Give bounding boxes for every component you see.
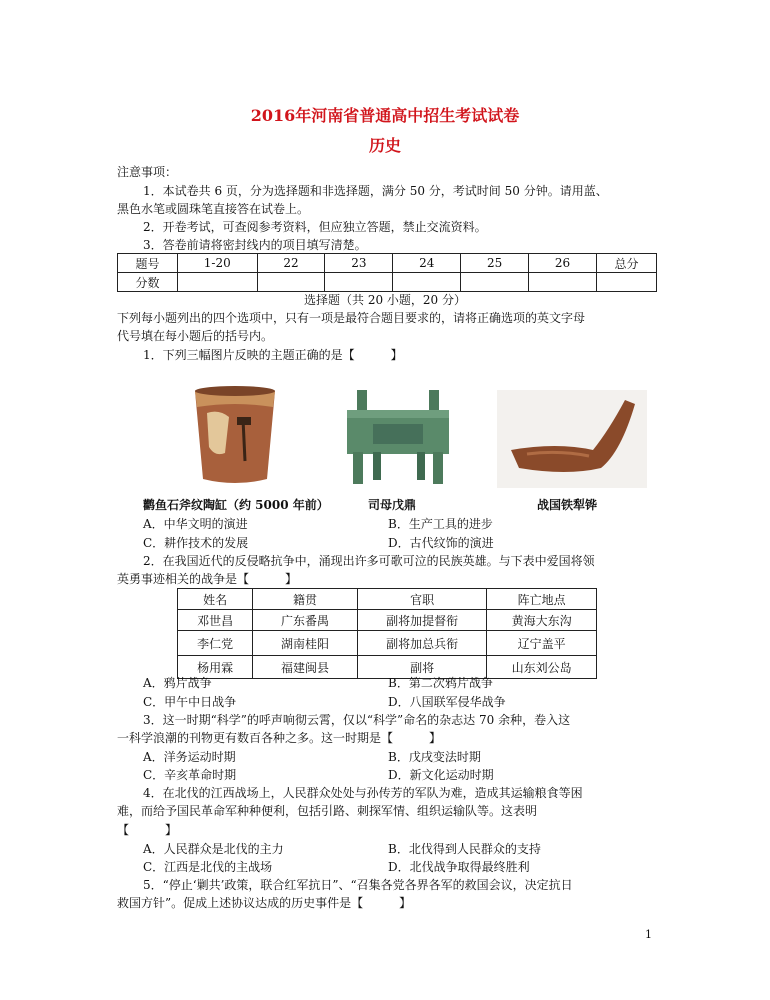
answer-option[interactable]: C．耕作技术的发展 [143,536,249,550]
answer-option[interactable]: B．北伐得到人民群众的支持 [388,842,541,856]
heroes-table-cell: 副将加提督衔 [357,610,486,631]
subject-title: 历史 [368,136,401,155]
question-3-stem: 一科学浪潮的刊物更有数百各种之多。这一时期是【 】 [117,731,442,745]
question-5-stem: 5．“停止‘剿共’政策，联合红军抗日”、“召集各党各界各军的救国会议，决定抗日 [143,878,573,892]
section-instruction: 代号填在每小题后的括号内。 [117,329,274,343]
heroes-table-header: 姓名 [178,589,253,610]
image-caption: 司母戊鼎 [368,498,417,512]
score-table-cell: 26 [529,254,597,273]
iron-plowshare-image [497,390,647,488]
score-table-cell: 1-20 [177,254,257,273]
heroes-table-cell: 副将 [357,656,486,679]
question-5-stem: 救国方针”。促成上述协议达成的历史事件是【 】 [117,896,412,910]
question-4-stem: 难，而给予国民革命军种种便利，包括引路、刺探军情、组织运输队等。这表明 [117,804,538,818]
page-number: 1 [645,928,652,941]
answer-option[interactable]: D．八国联军侵华战争 [388,695,506,709]
question-4-stem: 【 】 [117,823,178,837]
section-instruction: 下列每小题列出的四个选项中，只有一项是最符合题目要求的，请将正确选项的英文字母 [117,311,586,325]
section-heading: 选择题（共 20 小题，20 分） [304,293,466,307]
question-3-stem: 3．这一时期“科学”的呼声响彻云霄，仅以“科学”命名的杂志达 70 余种，卷入这 [143,713,571,727]
answer-option[interactable]: A．洋务运动时期 [143,750,236,764]
heroes-table-cell: 杨用霖 [178,656,253,679]
heroes-table-cell: 辽宁盖平 [487,631,597,656]
answer-option[interactable]: C．辛亥革命时期 [143,768,237,782]
question-2-stem: 2．在我国近代的反侵略抗争中，涌现出许多可歌可泣的民族英雄。与下表中爱国将领 [143,554,595,568]
question-2-stem: 英勇事迹相关的战争是【 】 [117,572,298,586]
answer-option[interactable]: B．第二次鸦片战争 [388,676,493,690]
answer-option[interactable]: A．中华文明的演进 [143,517,248,531]
heroes-table-header: 阵亡地点 [487,589,597,610]
answer-option[interactable]: D．古代纹饰的演进 [388,536,494,550]
score-input-cell[interactable] [529,273,597,292]
heroes-table [177,588,597,679]
score-input-cell[interactable] [393,273,461,292]
score-table-cell: 24 [393,254,461,273]
score-input-cell[interactable] [596,273,656,292]
answer-option[interactable]: C．甲午中日战争 [143,695,237,709]
score-input-cell[interactable] [325,273,393,292]
score-table-cell: 25 [461,254,529,273]
answer-option[interactable]: D．新文化运动时期 [388,768,494,782]
heroes-table-header: 官职 [357,589,486,610]
image-caption: 战国铁犁铧 [537,498,598,512]
score-input-cell[interactable] [257,273,325,292]
score-input-cell[interactable] [177,273,257,292]
heroes-table-cell: 黄海大东沟 [487,610,597,631]
score-table-cell: 题号 [118,254,178,273]
note-item: 黑色水笔或圆珠笔直接答在试卷上。 [117,202,310,216]
heroes-table-cell: 广东番禺 [253,610,358,631]
answer-option[interactable]: A．人民群众是北伐的主力 [143,842,284,856]
notes-heading: 注意事项： [117,165,178,179]
score-table-cell: 23 [325,254,393,273]
heroes-table-cell: 湖南桂阳 [253,631,358,656]
heroes-table-cell: 福建闽县 [253,656,358,679]
question-1-stem: 1．下列三幅图片反映的主题正确的是【 】 [143,348,403,362]
score-table-cell: 分数 [118,273,178,292]
answer-option[interactable]: A．鸦片战争 [143,676,212,690]
answer-option[interactable]: D．北伐战争取得最终胜利 [388,860,530,874]
answer-option[interactable]: B．生产工具的进步 [388,517,493,531]
heroes-table-cell: 李仁党 [178,631,253,656]
score-table-cell: 22 [257,254,325,273]
heroes-table-header: 籍贯 [253,589,358,610]
image-caption: 鹳鱼石斧纹陶缸（约 5000 年前） [143,498,329,512]
pottery-vat-image [185,383,285,488]
heroes-table-cell: 邓世昌 [178,610,253,631]
note-item: 3．答卷前请将密封线内的项目填写清楚。 [143,238,367,252]
answer-option[interactable]: C．江西是北伐的主战场 [143,860,273,874]
note-item: 1．本试卷共 6 页，分为选择题和非选择题，满分 50 分，考试时间 50 分钟。请用蓝、 [143,184,608,198]
bronze-ding-image [333,388,463,488]
exam-title: 2016年河南省普通高中招生考试试卷 [250,106,520,125]
question-4-stem: 4．在北伐的江西战场上，人民群众处处与孙传芳的军队为难，造成其运输粮食等困 [143,786,583,800]
note-item: 2．开卷考试，可查阅参考资料，但应独立答题，禁止交流资料。 [143,220,487,234]
score-table-cell: 总分 [596,254,656,273]
score-input-cell[interactable] [461,273,529,292]
heroes-table-cell: 副将加总兵衔 [357,631,486,656]
score-table [117,253,657,292]
answer-option[interactable]: B．戊戌变法时期 [388,750,481,764]
heroes-table-cell: 山东刘公岛 [487,656,597,679]
